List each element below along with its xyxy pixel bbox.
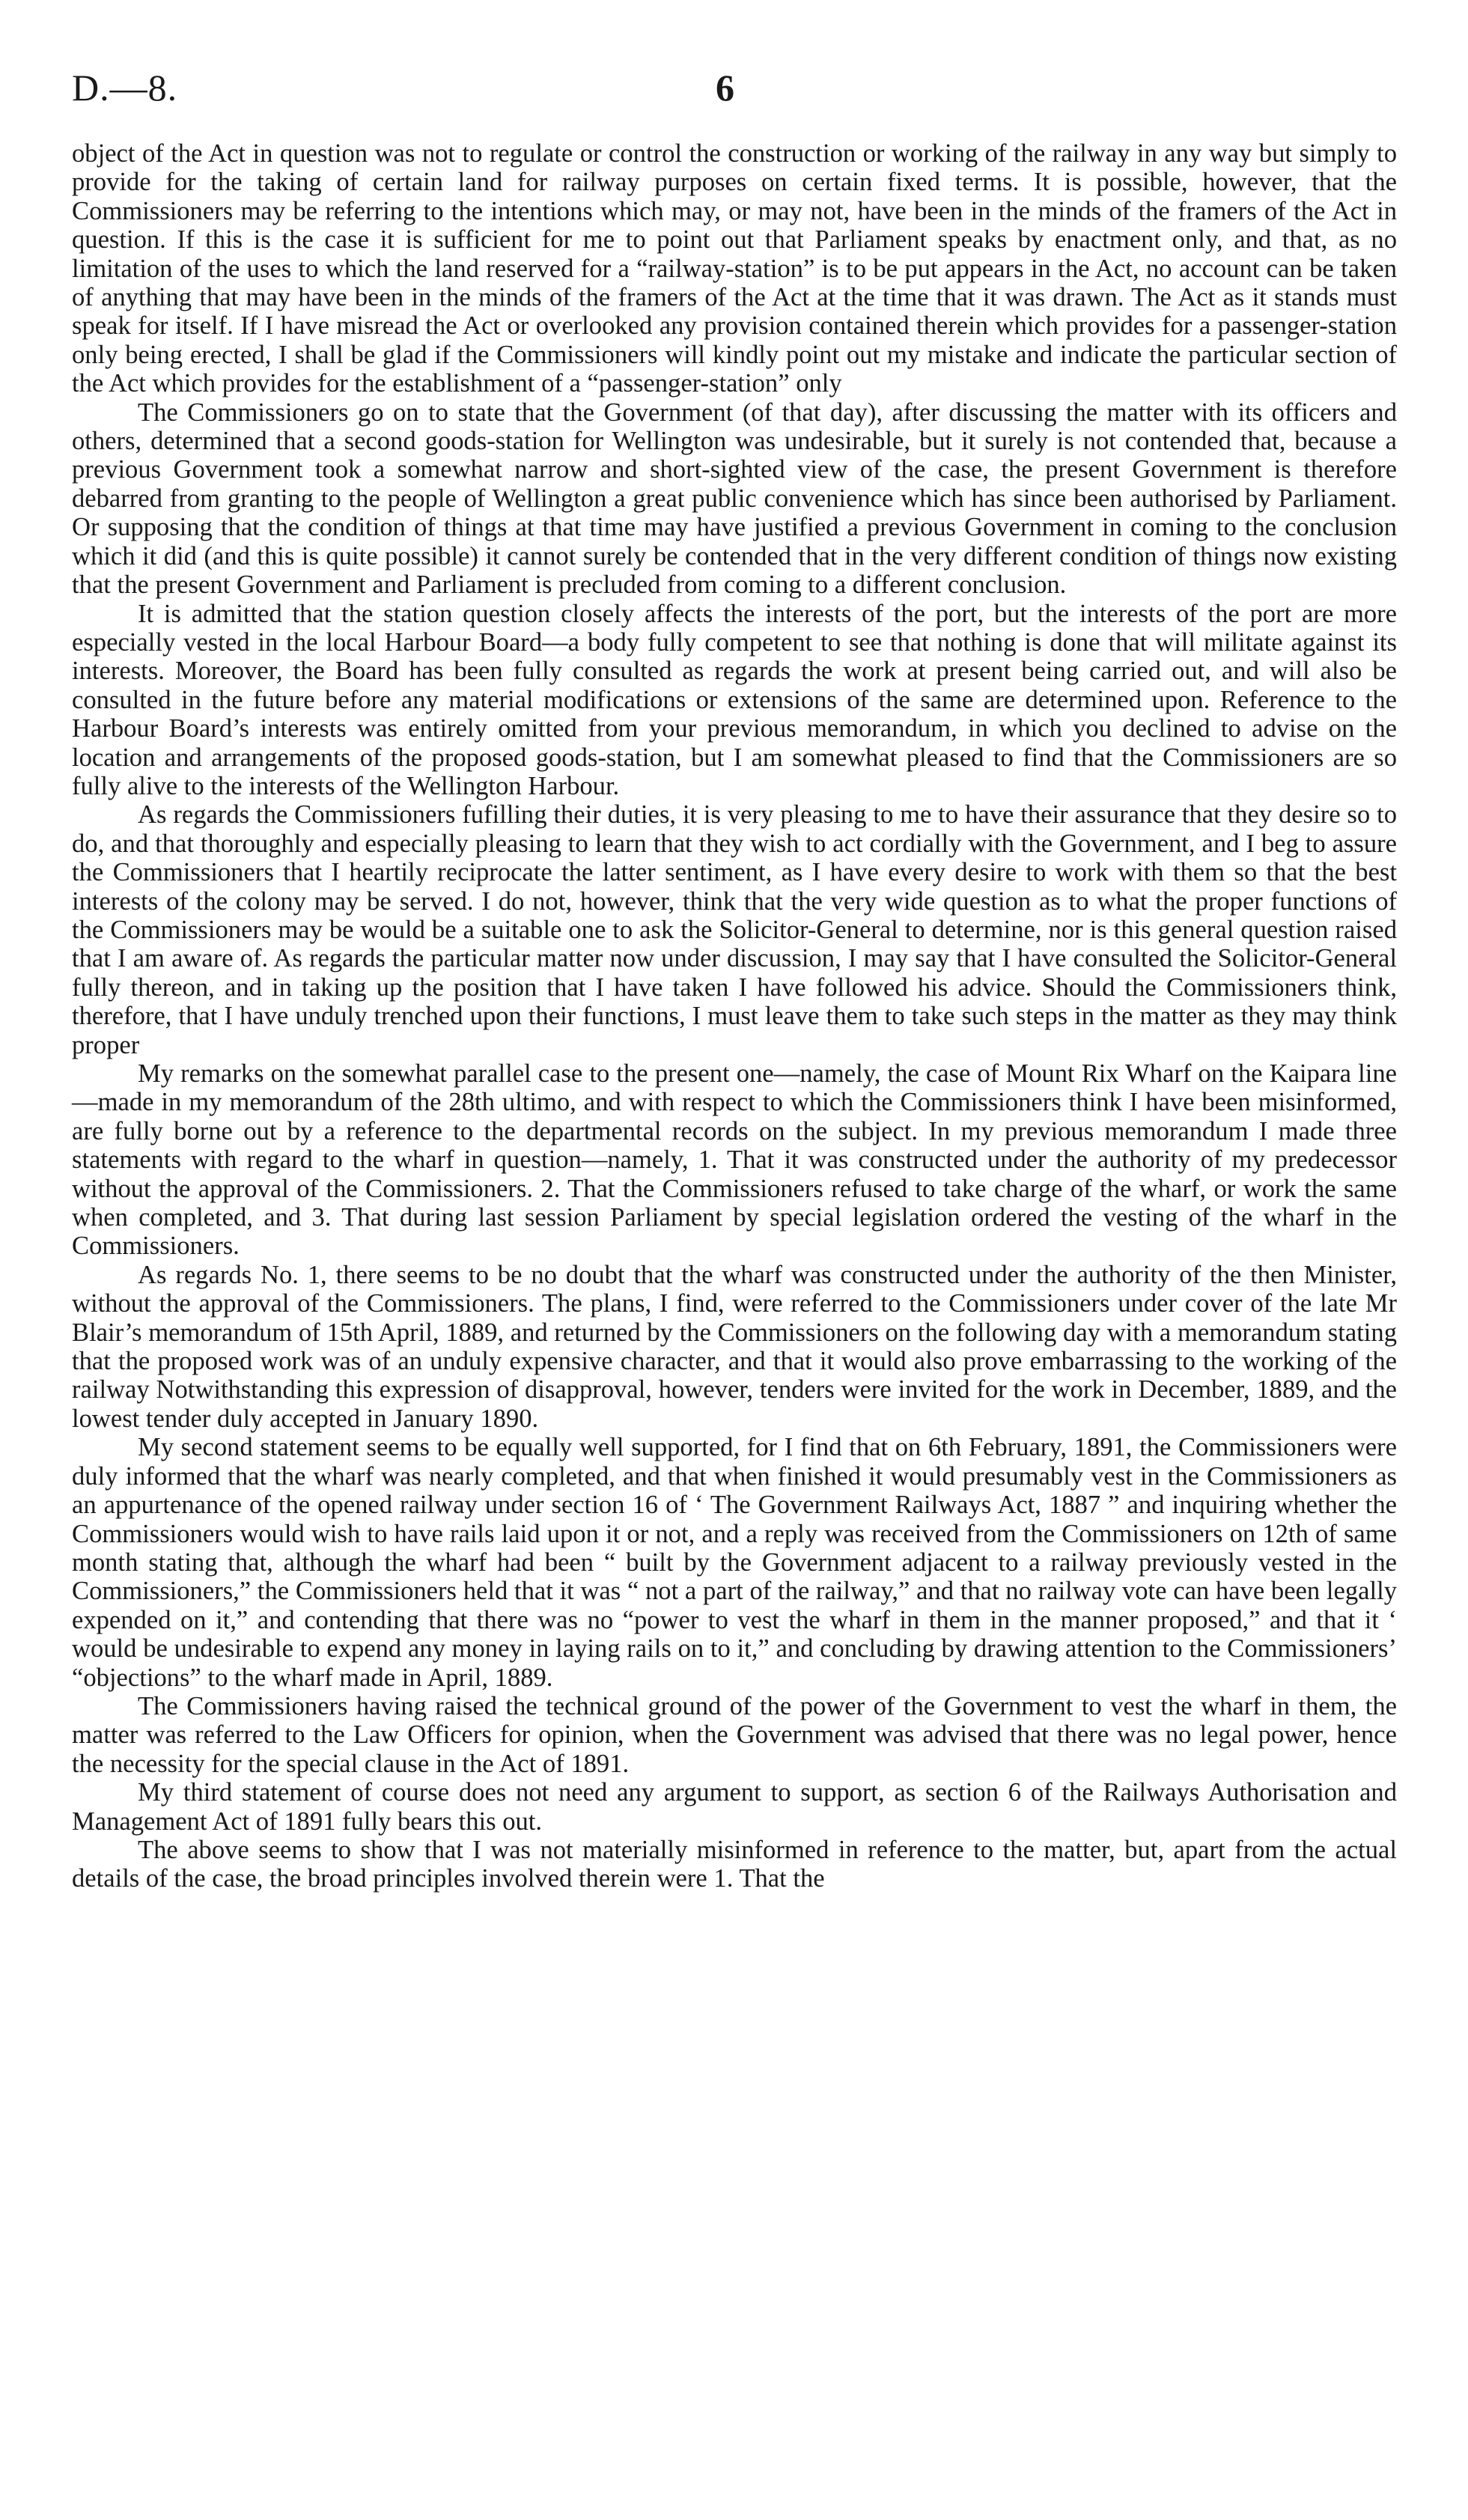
paragraph: The Commissioners having raised the technical ground of the power of the Government to vest the wharf in them, the matter was referred to the Law Officers for opinion, when the Government was advised that there was no legal power, hence the necessity for the special clause in the Act of 1891. <box>72 1691 1397 1778</box>
paragraph: The above seems to show that I was not materially misinformed in reference to the matter, but, apart from the actual details of the case, the broad principles involved therein were 1. That the <box>72 1835 1397 1893</box>
paragraph: As regards No. 1, there seems to be no doubt that the wharf was constructed under the authority of the then Minister, without the approval of the Commissioners. The plans, I find, were referred to the Commissioners under cover of the late Mr Blair’s memorandum of 15th April, 1889, and returned by the Commissioners on the following day with a memorandum stating that the proposed work was of an unduly expensive character, and that it would also prove embarrassing to the working of the railway Notwithstanding this expression of disapproval, however, tenders were invited for the work in December, 1889, and the lowest tender duly accepted in January 1890. <box>72 1260 1397 1433</box>
document-reference: D.—8. <box>72 67 178 109</box>
paragraph: My second statement seems to be equally well supported, for I find that on 6th February, 1891, the Commissioners were duly informed that the wharf was nearly completed, and that when finished it would presumably vest in the Commissioners as an appurtenance of the opened railway under section 16 of ‘ The Government Railways Act, 1887 ” and inquiring whether the Commissioners would wish to have rails laid upon it or not, and a reply was received from the Commissioners on 12th of same month stating that, although the wharf had been “ built by the Government adjacent to a railway previously vested in the Commissioners,” the Commissioners held that it was “ not a part of the railway,” and that no railway vote can have been legally expended on it,” and contending that there was no “power to vest the wharf in them in the manner proposed,” and that it ‘ would be undesirable to expend any money in laying rails on to it,” and concluding by drawing attention to the Commissioners’ “objections” to the wharf made in April, 1889. <box>72 1433 1397 1692</box>
paragraph: The Commissioners go on to state that the Government (of that day), after discussing the matter with its officers and others, determined that a second goods-station for Wellington was undesirable, but it surely is not contended that, because a previous Government took a somewhat narrow and short-sighted view of the case, the present Government is therefore debarred from granting to the people of Wellington a great public convenience which has since been authorised by Parliament. Or supposing that the condition of things at that time may have justified a previous Government in coming to the conclusion which it did (and this is quite possible) it cannot surely be contended that in the very different condition of things now existing that the present Government and Parliament is precluded from coming to a different conclusion. <box>72 398 1397 600</box>
body-text <box>72 139 1397 1893</box>
paragraph: It is admitted that the station question closely affects the interests of the port, but the interests of the port are more especially vested in the local Harbour Board—a body fully competent to see that nothing is done that will militate against its interests. Moreover, the Board has been fully consulted as regards the work at present being carried out, and will also be consulted in the future before any material modifications or extensions of the same are determined upon. Reference to the Harbour Board’s interests was entirely omitted from your previous memorandum, in which you declined to advise on the location and arrangements of the proposed goods-station, but I am somewhat pleased to find that the Commissioners are so fully alive to the interests of the Wellington Harbour. <box>72 599 1397 800</box>
paragraph: My third statement of course does not need any argument to support, as section 6 of the Railways Authorisation and Management Act of 1891 fully bears this out. <box>72 1778 1397 1836</box>
paragraph: object of the Act in question was not to regulate or control the construction or working of the railway in any way but simply to provide for the taking of certain land for railway purposes on certain fixed terms. It is possible, however, that the Commissioners may be referring to the intentions which may, or may not, have been in the minds of the framers of the Act in question. If this is the case it is sufficient for me to point out that Parliament speaks by enactment only, and that, as no limitation of the uses to which the land reserved for a “railway-station” is to be put appears in the Act, no account can be taken of anything that may have been in the minds of the framers of the Act at the time that it was drawn. The Act as it stands must speak for itself. If I have misread the Act or overlooked any provision contained therein which provides for a passenger-station only being erected, I shall be glad if the Commissioners will kindly point out my mistake and indicate the particular section of the Act which provides for the establishment of a “passenger-station” only <box>72 139 1397 398</box>
paragraph: As regards the Commissioners fufilling their duties, it is very pleasing to me to have their assurance that they desire so to do, and that thoroughly and especially pleasing to learn that they wish to act cordially with the Government, and I beg to assure the Commissioners that I heartily reciprocate the latter sentiment, as I have every desire to work with them so that the best interests of the colony may be served. I do not, however, think that the very wide question as to what the proper functions of the Commissioners may be would be a suitable one to ask the Solicitor-General to determine, nor is this general question raised that I am aware of. As regards the particular matter now under discussion, I may say that I have consulted the Solicitor-General fully thereon, and in taking up the position that I have taken I have followed his advice. Should the Commissioners think, therefore, that I have unduly trenched upon their functions, I must leave them to take such steps in the matter as they may think proper <box>72 800 1397 1059</box>
page-number: 6 <box>716 67 734 109</box>
page-header <box>72 0 1397 112</box>
paragraph: My remarks on the somewhat parallel case to the present one—namely, the case of Mount Rix Wharf on the Kaipara line—made in my memorandum of the 28th ultimo, and with respect to which the Commissioners think I have been misinformed, are fully borne out by a reference to the departmental records on the subject. In my previous memorandum I made three statements with regard to the wharf in question—namely, 1. That it was constructed under the authority of my predecessor without the approval of the Commissioners. 2. That the Commissioners refused to take charge of the wharf, or work the same when completed, and 3. That during last session Parliament by special legislation ordered the vesting of the wharf in the Commissioners. <box>72 1059 1397 1261</box>
document-page <box>72 0 1397 1893</box>
